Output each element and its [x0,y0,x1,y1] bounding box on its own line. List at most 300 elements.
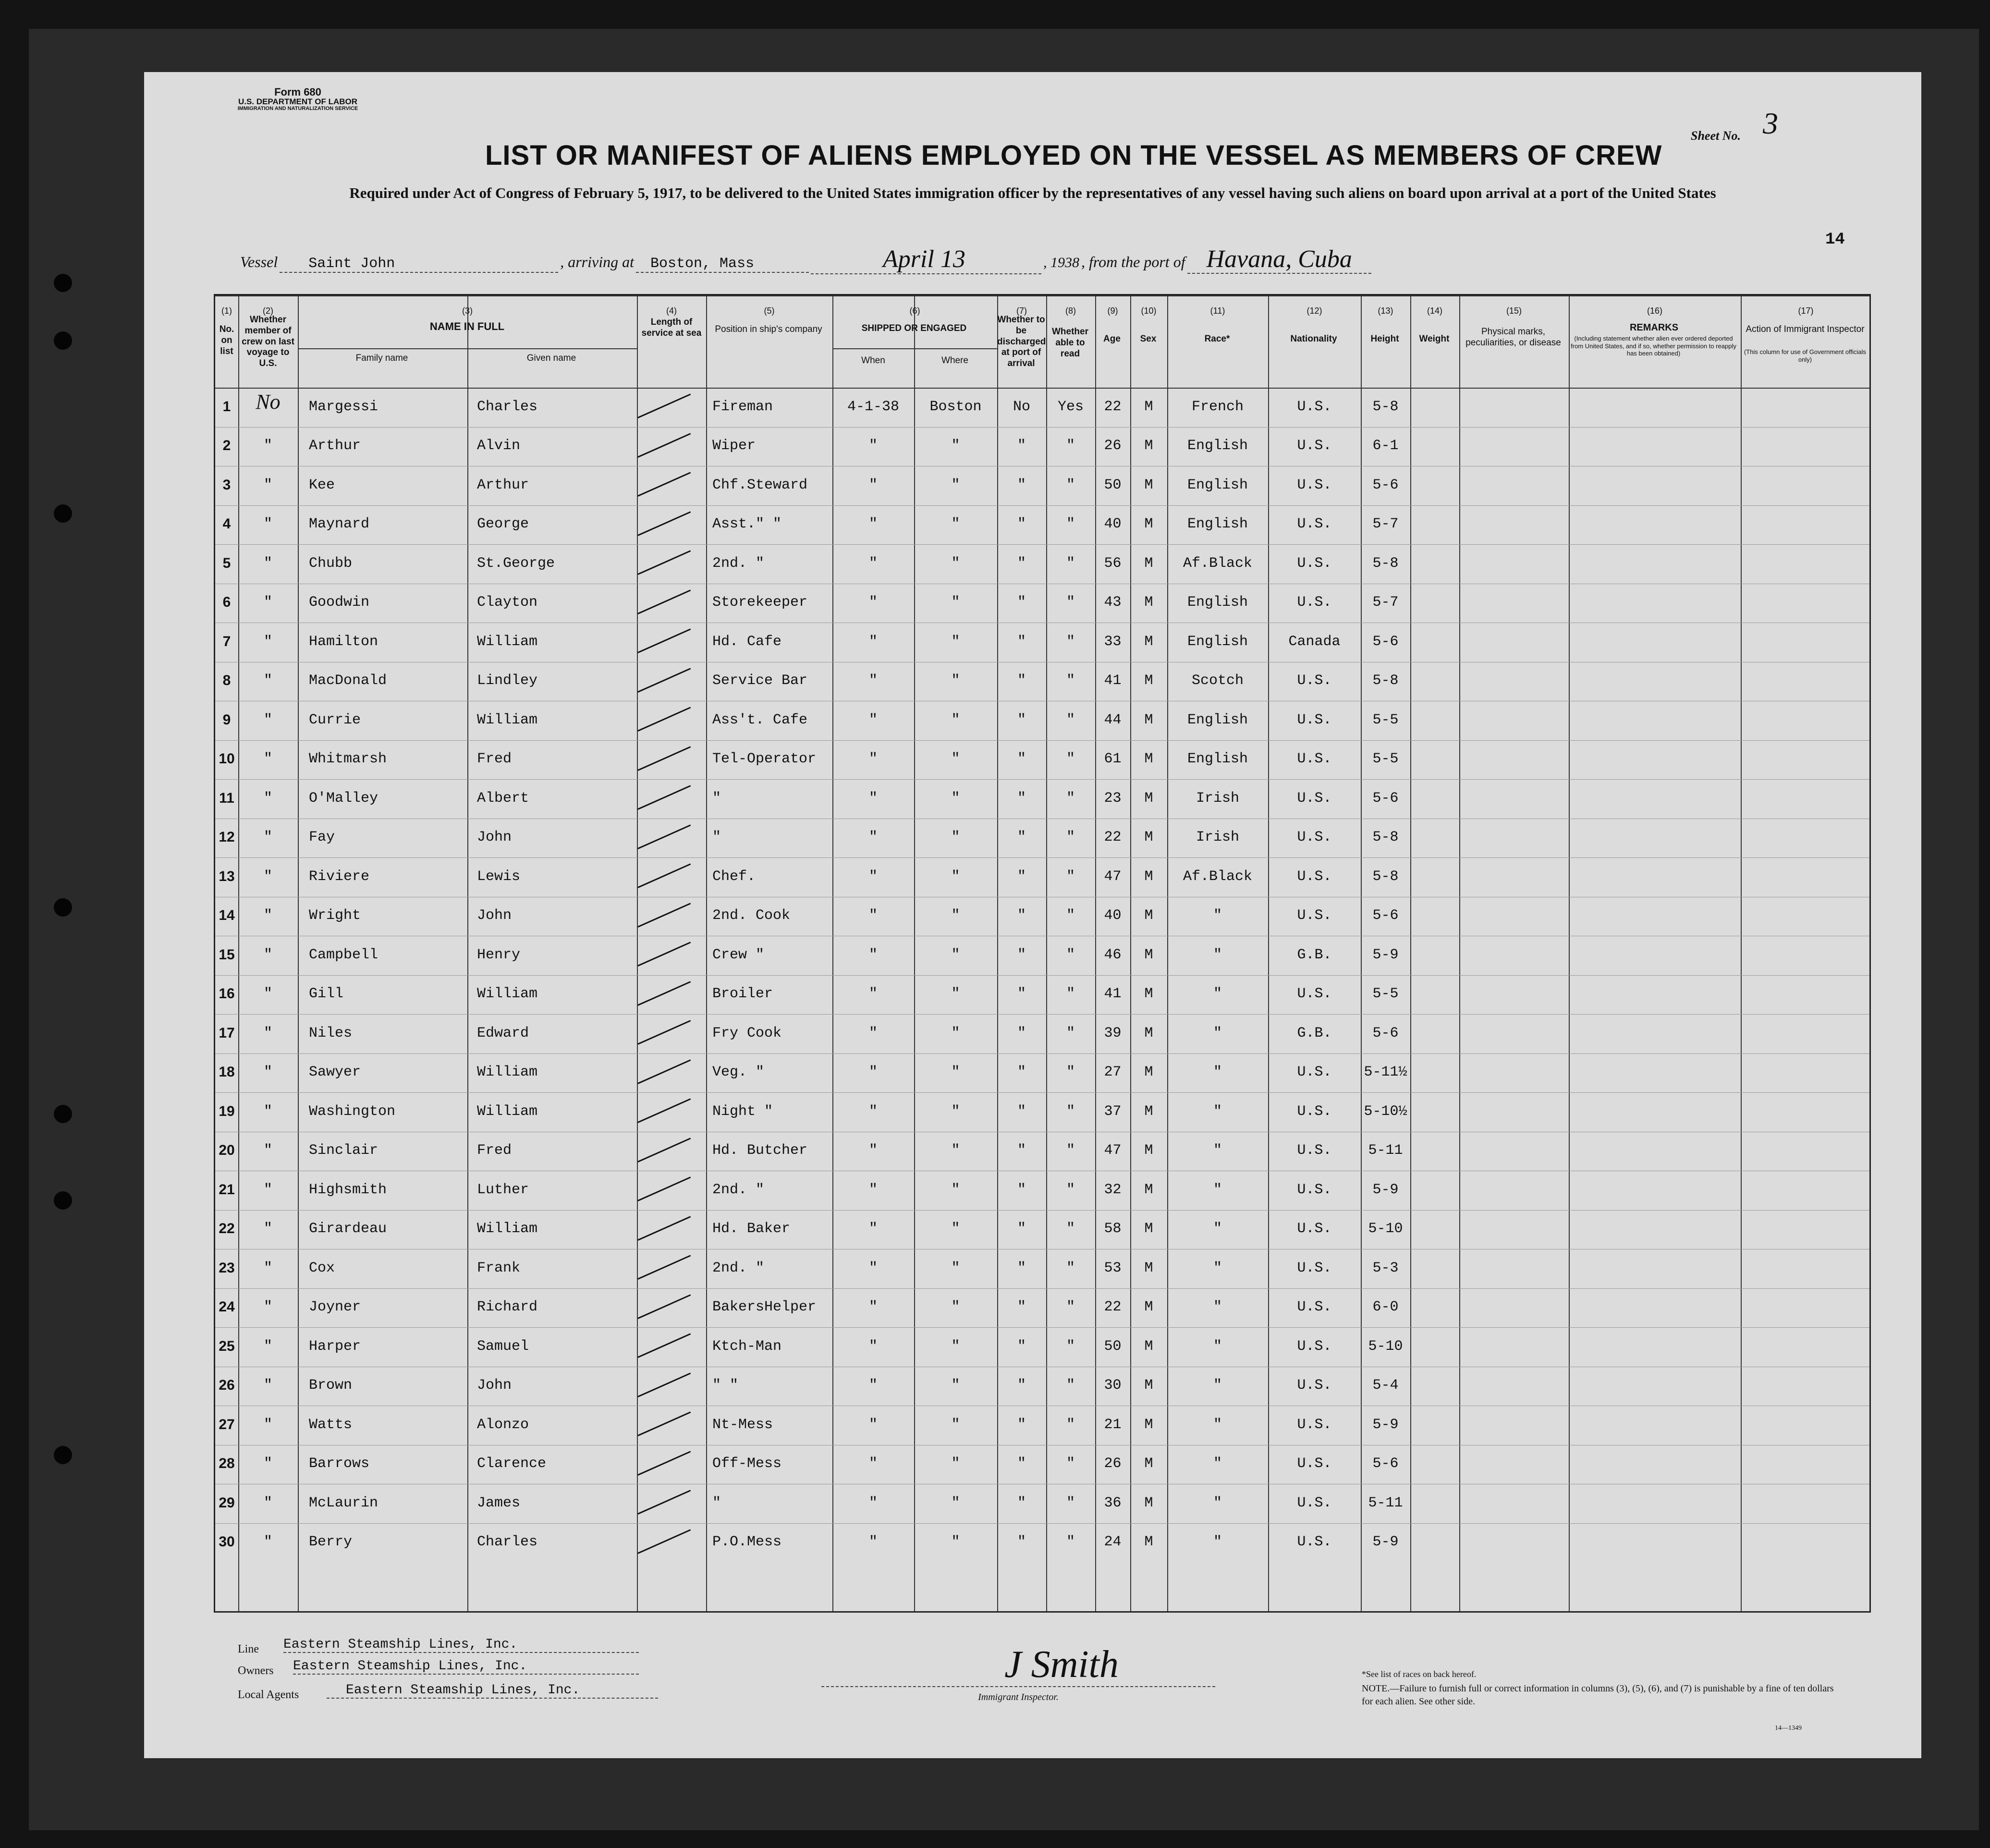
table-row [215,779,1869,819]
cell-height: 5-5 [1372,751,1399,768]
cell-member: " [263,1142,272,1159]
cell-height: 5-7 [1372,516,1399,533]
cell-where: " [951,477,960,493]
cell-nationality: U.S. [1297,516,1332,533]
cell-height: 5-11½ [1364,1064,1407,1081]
cell-height: 5-9 [1372,1534,1399,1551]
column-number: (14) [1427,306,1442,316]
cell-discharged: " [1017,1377,1026,1394]
cell-where: " [951,1494,960,1511]
cell-position: " [712,829,721,846]
col-header-given: Given name [526,353,576,363]
column-number: (3) [462,306,473,316]
cell-height: 5-5 [1372,986,1399,1003]
cell-when: " [868,1142,878,1159]
cell-age: 32 [1104,1181,1122,1198]
cell-family: Barrows [309,1456,370,1472]
col-header-member: Whether member of crew on last voyage to U.S. [242,315,294,369]
cell-age: 50 [1104,1338,1122,1355]
cell-position: 2nd. " [712,1260,765,1276]
cell-read: " [1066,790,1075,807]
cell-sex: M [1144,1456,1153,1472]
cell-when: " [868,516,878,533]
cell-sex: M [1144,1534,1153,1551]
table-row [215,544,1869,584]
cell-sex: M [1144,633,1153,650]
cell-no: 28 [219,1456,235,1472]
cell-read: " [1066,516,1075,533]
cell-discharged: " [1017,1260,1026,1276]
cell-given: Samuel [477,1338,529,1355]
col-header-family: Family name [355,353,408,363]
col-header-race: Race* [1204,334,1230,344]
check-mark [637,1333,691,1358]
cell-family: Arthur [309,438,361,454]
cell-height: 5-9 [1372,1181,1399,1198]
cell-no: 15 [219,946,235,963]
cell-sex: M [1144,1142,1153,1159]
cell-family: Sinclair [309,1142,378,1159]
cell-given: Albert [477,790,529,807]
cell-sex: M [1144,438,1153,454]
cell-height: 5-6 [1372,1025,1399,1041]
check-mark [637,1216,691,1241]
cell-family: Washington [309,1103,396,1120]
cell-read: " [1066,868,1075,885]
cell-nationality: U.S. [1297,438,1332,454]
cell-discharged: " [1017,868,1026,885]
cell-race: " [1213,1534,1222,1551]
cell-where: " [951,1221,960,1237]
cell-no: 17 [219,1025,235,1041]
cell-sex: M [1144,673,1153,689]
cell-where: " [951,555,960,572]
cell-discharged: " [1017,790,1026,807]
cell-read: " [1066,946,1075,963]
cell-discharged: " [1017,438,1026,454]
manifest-sheet [144,72,1921,1758]
cell-given: Clarence [477,1456,547,1472]
cell-nationality: U.S. [1297,1377,1332,1394]
cell-nationality: U.S. [1297,555,1332,572]
binder-hole [54,504,72,523]
arriving-label: , arriving at [560,253,634,270]
column-number: (9) [1107,306,1118,316]
col-header-length: Length of service at sea [641,317,702,338]
cell-nationality: U.S. [1297,594,1332,611]
cell-member: " [263,946,272,963]
cell-where: " [951,1064,960,1081]
cell-position: Night " [712,1103,773,1120]
cell-when: " [868,829,878,846]
column-number: (8) [1065,306,1076,316]
cell-member: " [263,1299,272,1316]
cell-when: " [868,1103,878,1120]
cell-position: Hd. Butcher [712,1142,808,1159]
cell-race: " [1213,1064,1222,1081]
table-row [215,819,1869,858]
column-number: (5) [764,306,775,316]
cell-read: " [1066,633,1075,650]
cell-when: " [868,907,878,924]
cell-where: " [951,1260,960,1276]
binder-hole [54,1191,72,1210]
check-mark [637,1059,691,1084]
cell-family: Goodwin [309,594,370,611]
cell-race: Scotch [1191,673,1244,689]
check-mark [637,433,691,458]
cell-race: " [1213,1299,1222,1316]
cell-family: Maynard [309,516,370,533]
cell-where: " [951,1142,960,1159]
cell-age: 56 [1104,555,1122,572]
cell-when: " [868,1064,878,1081]
cell-age: 44 [1104,711,1122,728]
cell-when: " [868,1494,878,1511]
cell-age: 47 [1104,868,1122,885]
cell-given: George [477,516,529,533]
column-number: (17) [1798,306,1814,316]
cell-discharged: " [1017,555,1026,572]
cell-given: William [477,1103,538,1120]
cell-family: Watts [309,1416,353,1433]
cell-where: " [951,673,960,689]
cell-family: Harper [309,1338,361,1355]
cell-race: " [1213,1260,1222,1276]
cell-where: " [951,711,960,728]
col-header-when: When [861,355,885,366]
cell-when: " [868,438,878,454]
check-mark [637,1529,691,1554]
cell-when: " [868,1025,878,1041]
cell-read: " [1066,1456,1075,1472]
cell-age: 40 [1104,907,1122,924]
check-mark [637,1020,691,1045]
table-row [215,584,1869,623]
cell-where: " [951,516,960,533]
cell-where: " [951,1025,960,1041]
cell-read: " [1066,1299,1075,1316]
cell-race: " [1213,1494,1222,1511]
cell-sex: M [1144,751,1153,768]
cell-height: 5-3 [1372,1260,1399,1276]
cell-age: 22 [1104,398,1122,415]
sheet-number-value: 3 [1763,106,1778,140]
cell-race: " [1213,1456,1222,1472]
check-mark [637,1372,691,1397]
table-row [215,1288,1869,1328]
cell-height: 5-6 [1372,790,1399,807]
cell-race: English [1187,633,1248,650]
cell-race: " [1213,946,1222,963]
cell-age: 41 [1104,986,1122,1003]
cell-race: Irish [1196,790,1239,807]
cell-where: " [951,1534,960,1551]
cell-given: Fred [477,1142,512,1159]
table-row [215,857,1869,897]
col-header-no: No. on list [219,324,234,356]
table-row [215,1171,1869,1210]
cell-when: " [868,1221,878,1237]
cell-no: 30 [219,1534,235,1550]
table-row [215,936,1869,975]
cell-member: " [263,1377,272,1394]
cell-read: " [1066,477,1075,493]
cell-discharged: " [1017,1103,1026,1120]
cell-where: " [951,1456,960,1472]
cell-when: " [868,594,878,611]
cell-position: " [712,1494,721,1511]
cell-position: Hd. Cafe [712,633,782,650]
col-header-nationality: Nationality [1290,334,1337,344]
cell-when: " [868,790,878,807]
check-mark [637,746,691,771]
cell-no: 27 [219,1416,235,1432]
cell-family: Wright [309,907,361,924]
binder-hole [54,1105,72,1123]
cell-family: Niles [309,1025,353,1041]
cell-discharged: " [1017,1534,1026,1551]
table-row [215,897,1869,936]
cell-height: 5-8 [1372,555,1399,572]
cell-position: Fry Cook [712,1025,782,1041]
check-mark [637,393,691,418]
cell-read: " [1066,1221,1075,1237]
cell-given: Lindley [477,673,538,689]
cell-height: 5-6 [1372,477,1399,493]
cell-where: " [951,751,960,768]
cell-no: 14 [219,907,235,924]
check-mark [637,472,691,497]
table-row [215,388,1869,427]
cell-nationality: U.S. [1297,790,1332,807]
cell-where: " [951,829,960,846]
line-label: Line [238,1643,259,1655]
cell-when: " [868,673,878,689]
cell-height: 5-10 [1368,1338,1403,1355]
cell-position: Asst." " [712,516,782,533]
cell-when: 4-1-38 [847,398,900,415]
cell-where: " [951,946,960,963]
cell-where: " [951,986,960,1003]
cell-when: " [868,477,878,493]
vessel-line [240,245,1371,274]
table-row [215,1092,1869,1132]
binder-hole [54,274,72,292]
cell-read: Yes [1057,398,1084,415]
table-row [215,505,1869,545]
cell-read: " [1066,986,1075,1003]
cell-discharged: " [1017,1181,1026,1198]
cell-no: 6 [222,594,231,611]
cell-where: " [951,1299,960,1316]
check-mark [637,1451,691,1476]
cell-height: 5-6 [1372,907,1399,924]
cell-member: " [263,555,272,572]
table-row [215,701,1869,740]
form-number: Form 680 [274,86,321,98]
cell-discharged: " [1017,1064,1026,1081]
cell-no: 29 [219,1494,235,1511]
cell-no: 13 [219,868,235,884]
cell-age: 40 [1104,516,1122,533]
cell-where: " [951,438,960,454]
cell-race: Af.Black [1183,868,1253,885]
cell-read: " [1066,1534,1075,1551]
cell-family: Kee [309,477,335,493]
cell-position: Ktch-Man [712,1338,782,1355]
cell-member: " [263,1338,272,1355]
cell-height: 5-9 [1372,946,1399,963]
cell-member: " [263,516,272,533]
cell-family: Margessi [309,398,378,415]
cell-family: Campbell [309,946,378,963]
cell-no: 20 [219,1142,235,1159]
cell-family: Highsmith [309,1181,387,1198]
cell-nationality: U.S. [1297,829,1332,846]
binder-hole [54,1446,72,1464]
cell-given: Henry [477,946,521,963]
cell-member: " [263,1064,272,1081]
table-row [215,975,1869,1015]
cell-height: 5-8 [1372,398,1399,415]
cell-age: 36 [1104,1494,1122,1511]
cell-member: " [263,1534,272,1551]
cell-discharged: " [1017,907,1026,924]
cell-sex: M [1144,555,1153,572]
cell-given: Lewis [477,868,521,885]
cell-nationality: G.B. [1297,946,1332,963]
check-mark [637,1411,691,1436]
cell-given: John [477,829,512,846]
cell-discharged: " [1017,1221,1026,1237]
cell-position: " " [712,1377,739,1394]
cell-nationality: U.S. [1297,1299,1332,1316]
cell-read: " [1066,1181,1075,1198]
cell-sex: M [1144,986,1153,1003]
cell-sex: M [1144,1416,1153,1433]
cell-member: " [263,829,272,846]
cell-read: " [1066,1416,1075,1433]
cell-discharged: " [1017,751,1026,768]
cell-age: 37 [1104,1103,1122,1120]
cell-sex: M [1144,594,1153,611]
col-header-shipped: SHIPPED OR ENGAGED [861,323,967,333]
cell-nationality: U.S. [1297,1221,1332,1237]
table-row [215,662,1869,701]
cell-race: English [1187,594,1248,611]
cell-nationality: U.S. [1297,1260,1332,1276]
cell-sex: M [1144,1221,1153,1237]
cell-nationality: U.S. [1297,1416,1332,1433]
col-header-age: Age [1103,334,1121,344]
cell-where: Boston [929,398,982,415]
cell-when: " [868,555,878,572]
cell-discharged: " [1017,1494,1026,1511]
cell-family: Joyner [309,1299,361,1316]
cell-age: 26 [1104,1456,1122,1472]
cell-age: 22 [1104,1299,1122,1316]
check-mark [637,628,691,653]
table-row [215,1014,1869,1053]
cell-family: Gill [309,986,344,1003]
cell-when: " [868,1456,878,1472]
cell-given: Charles [477,1534,538,1551]
subheader-rule [298,348,637,349]
cell-given: Richard [477,1299,538,1316]
cell-race: Af.Black [1183,555,1253,572]
cell-given: Clayton [477,594,538,611]
cell-family: Sawyer [309,1064,361,1081]
cell-discharged: " [1017,1416,1026,1433]
table-row [215,1327,1869,1367]
check-mark [637,1176,691,1201]
cell-read: " [1066,1142,1075,1159]
cell-nationality: U.S. [1297,673,1332,689]
binder-hole [54,331,72,350]
cell-nationality: U.S. [1297,751,1332,768]
cell-position: Crew " [712,946,765,963]
page-subtitle: Required under Act of Congress of February 5, 1917, to be delivered to the United States immigration officer by the representatives of any vessel having such aliens on board upon arrival at a port of the United States [349,184,1716,201]
column-number: (12) [1306,306,1322,316]
line-value: Eastern Steamship Lines, Inc. [283,1637,639,1653]
cell-when: " [868,633,878,650]
cell-nationality: U.S. [1297,868,1332,885]
cell-given: John [477,1377,512,1394]
cell-discharged: " [1017,633,1026,650]
vessel-label: Vessel [240,253,278,270]
cell-height: 5-11 [1368,1142,1403,1159]
cell-family: Brown [309,1377,353,1394]
cell-given: Charles [477,398,538,415]
col-header-action: Action of Immigrant Inspector [1746,324,1865,334]
cell-age: 27 [1104,1064,1122,1081]
signature-line [821,1686,1215,1687]
from-port-value: Havana, Cuba [1187,245,1371,274]
cell-race: English [1187,438,1248,454]
cell-position: 2nd. Cook [712,907,791,924]
cell-no: 7 [222,633,231,649]
table-row [215,740,1869,780]
cell-when: " [868,1416,878,1433]
cell-race: Irish [1196,829,1239,846]
cell-read: " [1066,1377,1075,1394]
cell-member: " [263,1260,272,1276]
cell-family: Currie [309,711,361,728]
cell-sex: M [1144,711,1153,728]
cell-no: 12 [219,829,235,845]
check-mark [637,942,691,967]
cell-member: " [263,751,272,768]
from-port-label: , from the port of [1081,253,1185,270]
cell-race: " [1213,1338,1222,1355]
cell-given: James [477,1494,521,1511]
cell-position: 2nd. " [712,555,765,572]
cell-where: " [951,790,960,807]
cell-sex: M [1144,1494,1153,1511]
cell-where: " [951,868,960,885]
cell-no: 11 [219,790,234,806]
cell-when: " [868,868,878,885]
cell-no: 8 [222,673,231,689]
cell-read: " [1066,829,1075,846]
cell-member: " [263,438,272,454]
col-header-physical: Physical marks, peculiarities, or disease [1465,327,1561,348]
column-number: (2) [263,306,273,316]
cell-discharged: " [1017,477,1026,493]
cell-position: BakersHelper [712,1299,817,1316]
cell-no: 10 [219,751,235,767]
